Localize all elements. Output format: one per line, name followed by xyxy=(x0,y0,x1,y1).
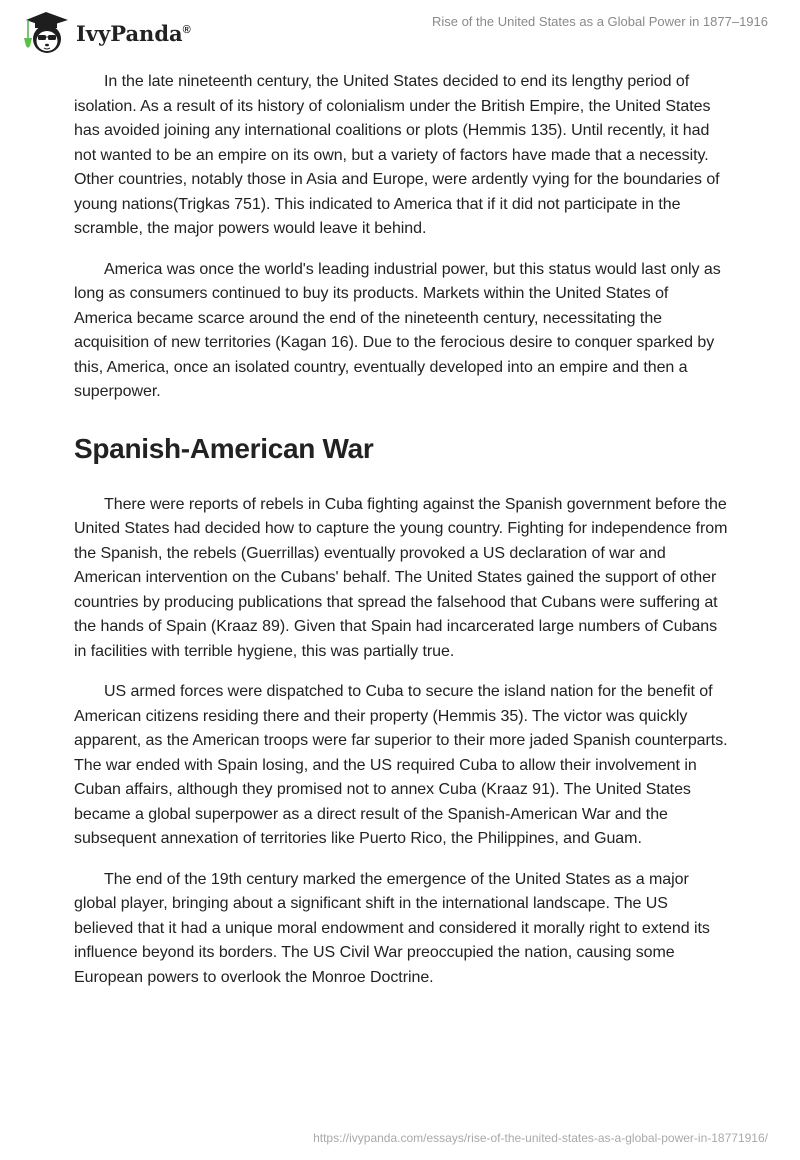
panda-graduate-icon xyxy=(16,8,76,56)
paragraph: America was once the world's leading industrial power, but this status would last only as long as consumers continued to buy its products. Markets within the United States of America became scarce around the end of the nineteenth century, necessitating the acquisition of new territories (Kagan 16). Due to the ferocious desire to conquer sparked by this, America, once an isolated country, eventually developed into an empire and then a superpower. xyxy=(74,260,721,400)
section-heading: Spanish-American War xyxy=(74,432,374,464)
brand-text: IvyPanda xyxy=(76,20,183,46)
page-header xyxy=(0,0,800,60)
paragraph: There were reports of rebels in Cuba fighting against the Spanish government before the United States had decided how to capture the young country. Fighting for independence from the Spanish, the rebels (Guerrillas) eventually provoked a US declaration of war and American intervention on the Cubans' behalf. The United States gained the support of other countries by producing publications that spread the falsehood that Cubans were suffering at the hands of Spain (Kraaz 89). Given that Spain had incarcerated large numbers of Cubans in facilities with terrible hygiene, this was partially true. xyxy=(74,495,728,660)
paragraph: The end of the 19th century marked the emergence of the United States as a major global player, bringing about a significant shift in the international landscape. The US believed that it had a unique moral endowment and considered it morally right to extend its influence beyond its borders. The US Civil War preoccupied the nation, causing some European powers to overlook the Monroe Doctrine. xyxy=(74,870,710,986)
essay-body xyxy=(74,70,728,1006)
paragraph: In the late nineteenth century, the United States decided to end its lengthy period of isolation. As a result of its history of colonialism under the British Empire, the United States has avoided joining any international coalitions or plots (Hemmis 135). Until recently, it had not wanted to be an empire on its own, but a variety of factors have made that a necessity. Other countries, notably those in Asia and Europe, were ardently vying for the boundaries of young nations(Trigkas 751). This indicated to America that if it did not participate in the scramble, the major powers would leave it behind. xyxy=(74,73,720,237)
document-title: Rise of the United States as a Global Power in 1877–1916 xyxy=(431,14,768,29)
paragraph: US armed forces were dispatched to Cuba to secure the island nation for the benefit of American citizens residing there and their property (Hemmis 35). The victor was quickly apparent, as the American troops were far superior to their more jaded Spanish counterparts. The war ended with Spain losing, and the US required Cuba to allow their involvement in Cuban affairs, although they promised not to annex Cuba (Kraaz 91). The United States became a global superpower as a direct result of the Spanish-American War and the subsequent annexation of territories like Puerto Rico, the Philippines, and Guam. xyxy=(74,683,728,847)
brand-logo[interactable] xyxy=(16,8,191,56)
registered-mark: ® xyxy=(182,23,191,36)
source-url[interactable]: https://ivypanda.com/essays/rise-of-the-united-states-as-a-global-power-in-18771916/ xyxy=(313,1131,768,1145)
brand-name xyxy=(76,21,191,46)
